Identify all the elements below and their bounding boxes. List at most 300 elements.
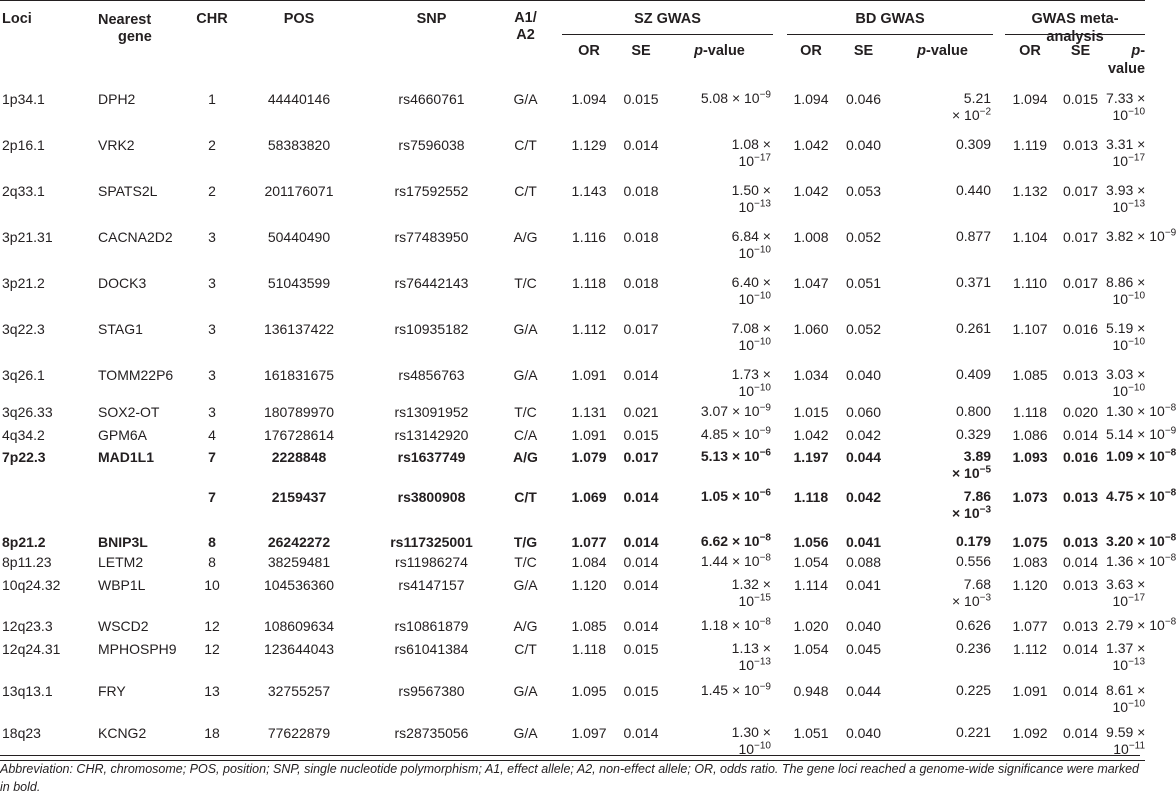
p-value-base: 10 — [738, 337, 755, 353]
cell-chr: 3 — [208, 404, 216, 420]
cell-bd-p-value — [892, 400, 993, 424]
cell-sz-p-value — [666, 636, 773, 678]
cell-m-se: 0.013 — [1063, 489, 1099, 505]
p-value-line1 — [1106, 136, 1145, 153]
cell-bd-or: 1.034 — [793, 367, 829, 383]
p-value-line1 — [1106, 640, 1145, 657]
cell-loci: 12q24.31 — [2, 641, 61, 657]
p-value-line1 — [1106, 227, 1176, 245]
cell-pos: 180789970 — [263, 404, 335, 420]
p-value-line1 — [666, 426, 771, 443]
cell-sz-se: 0.015 — [623, 683, 659, 699]
p-value-base: 10 — [1113, 741, 1129, 757]
cell-m-p-value — [1106, 216, 1176, 262]
p-value-base: 10 — [1112, 337, 1129, 353]
cell-gene: DPH2 — [98, 91, 136, 107]
cell-chr: 1 — [208, 91, 216, 107]
cell-m-se: 0.014 — [1063, 554, 1099, 570]
cell-loci: 8p11.23 — [2, 554, 52, 570]
p-value-line1 — [892, 553, 991, 570]
cell-bd-se: 0.088 — [845, 554, 882, 570]
p-value-base: 10 — [738, 741, 755, 757]
cell-loci: 2p16.1 — [2, 137, 45, 153]
cell-sz-or: 1.118 — [572, 275, 606, 291]
cell-bd-or: 0.948 — [793, 683, 829, 699]
cell-m-p-value — [1106, 170, 1145, 216]
p-value-line1 — [892, 640, 991, 657]
header-meta-p: p-value — [1107, 43, 1146, 77]
cell-bd-or: 1.118 — [793, 489, 829, 505]
cell-m-p-value — [1106, 308, 1145, 354]
p-value-line2 — [1106, 153, 1145, 170]
header-snp: SNP — [364, 1, 499, 79]
cell-sz-or: 1.077 — [571, 534, 607, 550]
p-value-mantissa: 0.261 — [955, 320, 992, 336]
cell-snp: rs76442143 — [394, 275, 469, 291]
cell-snp: rs4660761 — [398, 91, 465, 107]
p-value-exponent: −17 — [754, 152, 771, 164]
cell-m-or: 1.118 — [1013, 404, 1048, 420]
p-value-mantissa: 3.63 × — [1106, 576, 1146, 592]
cell-m-p-value — [1106, 262, 1145, 308]
cell-chr: 10 — [204, 577, 220, 593]
p-value-mantissa: 2.79 × 10 — [1106, 617, 1165, 633]
p-value-mantissa: 3.31 × — [1106, 136, 1146, 152]
p-value-base: × 10 — [951, 593, 980, 609]
table-row — [0, 678, 1145, 720]
cell-snp: rs4856763 — [398, 367, 465, 383]
p-value-line2 — [892, 593, 991, 610]
table-row — [0, 636, 1145, 678]
cell-sz-se: 0.015 — [623, 641, 659, 657]
cell-m-se: 0.013 — [1063, 367, 1099, 383]
cell-bd-se: 0.042 — [845, 489, 882, 505]
cell-bd-p-value — [892, 78, 993, 124]
table-row — [0, 572, 1145, 614]
p-value-base: 10 — [1112, 657, 1129, 673]
p-value-exponent: −10 — [754, 336, 771, 348]
header-pos: POS — [234, 1, 364, 79]
table-row — [0, 614, 1145, 636]
p-value-exponent: −8 — [759, 532, 771, 544]
cell-bd-or: 1.042 — [793, 183, 829, 199]
p-value-mantissa: 7.33 × — [1106, 90, 1146, 106]
cell-pos: 32755257 — [267, 683, 331, 699]
p-value-exponent: −17 — [1128, 152, 1146, 164]
cell-sz-or: 1.129 — [571, 137, 607, 153]
cell-loci: 3p21.31 — [2, 229, 53, 245]
table-body — [0, 78, 1176, 760]
p-value-mantissa: 5.08 × 10 — [700, 90, 760, 106]
p-value-exponent: −8 — [1164, 552, 1176, 564]
cell-gene: GPM6A — [98, 427, 148, 443]
cell-alleles: G/A — [513, 91, 538, 107]
p-value-mantissa: 4.85 × 10 — [700, 426, 760, 442]
cell-alleles: C/A — [513, 427, 538, 443]
cell-alleles: C/T — [514, 137, 537, 153]
cell-snp: rs13091952 — [394, 404, 469, 420]
p-value-exponent: −9 — [1164, 227, 1176, 239]
p-value-exponent: −17 — [1128, 592, 1146, 604]
header-sz-p-italic: p — [694, 43, 703, 59]
cell-sz-p-value — [666, 424, 773, 446]
p-value-exponent: −10 — [1128, 336, 1146, 348]
cell-m-se: 0.017 — [1063, 183, 1099, 199]
p-value-base: × 10 — [951, 505, 980, 521]
p-value-exponent: −10 — [1128, 382, 1146, 394]
p-value-exponent: −3 — [979, 592, 992, 604]
table-row — [0, 262, 1145, 308]
cell-bd-or: 1.114 — [794, 577, 828, 593]
cell-m-or: 1.085 — [1012, 367, 1048, 383]
header-meta-or: OR — [1019, 43, 1041, 59]
p-value-line1 — [666, 576, 771, 593]
cell-sz-se: 0.014 — [623, 577, 659, 593]
header-meta-se: SE — [1070, 43, 1091, 59]
table-row — [0, 446, 1145, 488]
header-chr: CHR — [190, 1, 234, 79]
cell-sz-p-value — [666, 614, 773, 636]
cell-m-or: 1.110 — [1013, 275, 1048, 291]
p-value-line1 — [892, 533, 991, 550]
p-value-base: 10 — [738, 291, 755, 307]
cell-snp: rs10861879 — [394, 618, 469, 634]
p-value-line2 — [1106, 199, 1145, 216]
p-value-line2 — [1106, 699, 1145, 716]
cell-gene: SOX2-OT — [98, 404, 160, 420]
p-value-line1 — [892, 403, 991, 420]
cell-bd-se: 0.044 — [845, 683, 882, 699]
p-value-line1 — [892, 448, 991, 465]
cell-sz-or: 1.143 — [571, 183, 607, 199]
p-value-exponent: −10 — [754, 382, 771, 394]
cell-gene: BNIP3L — [98, 534, 148, 550]
p-value-line2 — [666, 153, 771, 170]
cell-chr: 3 — [208, 229, 216, 245]
cell-m-se: 0.016 — [1063, 321, 1099, 337]
p-value-exponent: −15 — [754, 592, 771, 604]
p-value-line1 — [666, 403, 771, 420]
p-value-mantissa: 8.61 × — [1106, 682, 1146, 698]
p-value-exponent: −11 — [1128, 740, 1146, 752]
cell-m-p-value — [1106, 487, 1176, 530]
cell-m-p-value — [1106, 400, 1176, 424]
cell-sz-p-value — [666, 308, 773, 354]
cell-sz-or: 1.112 — [572, 321, 606, 337]
cell-sz-se: 0.014 — [623, 489, 659, 505]
p-value-line2 — [666, 337, 771, 354]
cell-sz-p-value — [666, 572, 773, 614]
cell-pos: 2228848 — [271, 449, 327, 465]
p-value-line1 — [666, 682, 771, 699]
p-value-mantissa: 5.13 × 10 — [700, 448, 760, 464]
p-value-base: 10 — [1112, 383, 1129, 399]
cell-chr: 4 — [208, 427, 216, 443]
p-value-line2 — [666, 383, 771, 400]
cell-snp: rs117325001 — [390, 534, 473, 550]
p-value-line2 — [666, 245, 771, 262]
p-value-mantissa: 5.21 — [963, 90, 992, 106]
cell-snp: rs11986274 — [395, 554, 468, 570]
cell-sz-or: 1.091 — [571, 367, 607, 383]
cell-gene: LETM2 — [98, 554, 144, 570]
p-value-exponent: −9 — [759, 402, 771, 414]
p-value-mantissa: 1.45 × 10 — [700, 682, 760, 698]
table-footnote: Abbreviation: CHR, chromosome; POS, position; SNP, single nucleotide polymorphism; A1, effect allele; A2, non-effect allele; OR, odds ratio. The gene loci reached a genome-wide significance were marked in bold. — [0, 755, 1140, 796]
cell-bd-p-value — [892, 720, 993, 760]
cell-m-se: 0.014 — [1063, 683, 1099, 699]
p-value-mantissa: 3.89 — [963, 448, 992, 464]
cell-loci: 4q34.2 — [2, 427, 45, 443]
cell-loci: 10q24.32 — [2, 577, 61, 593]
cell-m-or: 1.120 — [1012, 577, 1048, 593]
p-value-base: 10 — [738, 657, 755, 673]
p-value-base: 10 — [1112, 291, 1129, 307]
p-value-line2 — [1106, 593, 1145, 610]
cell-sz-se: 0.017 — [623, 321, 659, 337]
cell-m-se: 0.013 — [1063, 618, 1099, 634]
p-value-mantissa: 1.09 × 10 — [1106, 448, 1165, 464]
p-value-mantissa: 1.18 × 10 — [700, 617, 760, 633]
p-value-line1 — [1106, 616, 1176, 634]
p-value-line1 — [892, 724, 991, 741]
p-value-line2 — [892, 505, 991, 522]
cell-loci: 12q23.3 — [2, 618, 53, 634]
p-value-mantissa: 1.73 × — [731, 366, 771, 382]
cell-chr: 8 — [208, 554, 216, 570]
p-value-exponent: −6 — [759, 487, 771, 499]
cell-chr: 8 — [208, 534, 216, 550]
p-value-mantissa: 7.08 × — [731, 320, 771, 336]
cell-gene: FRY — [98, 683, 126, 699]
p-value-exponent: −10 — [754, 244, 771, 256]
p-value-line1 — [1106, 552, 1176, 570]
header-loci: Loci — [0, 1, 86, 79]
cell-sz-or: 1.079 — [571, 449, 607, 465]
cell-sz-p-value — [666, 530, 773, 552]
cell-gene: DOCK3 — [98, 275, 147, 291]
cell-bd-or: 1.197 — [793, 449, 829, 465]
cell-sz-se: 0.014 — [623, 618, 659, 634]
cell-sz-or: 1.084 — [571, 554, 607, 570]
cell-loci: 8p21.2 — [2, 534, 46, 550]
p-value-base: 10 — [738, 199, 755, 215]
cell-sz-p-value — [666, 488, 773, 530]
p-value-exponent: −10 — [754, 290, 771, 302]
cell-pos: 136137422 — [263, 321, 335, 337]
cell-bd-p-value — [892, 170, 993, 216]
table-row — [0, 216, 1145, 262]
cell-alleles: C/T — [514, 183, 537, 199]
p-value-line1 — [666, 533, 771, 550]
p-value-line1 — [892, 576, 991, 593]
cell-bd-se: 0.060 — [845, 404, 882, 420]
p-value-line1 — [1106, 182, 1145, 199]
cell-sz-p-value — [666, 124, 773, 170]
cell-bd-p-value — [892, 424, 993, 446]
cell-pos: 58383820 — [267, 137, 331, 153]
cell-m-p-value — [1106, 614, 1176, 636]
cell-bd-se: 0.046 — [845, 91, 882, 107]
cell-bd-se: 0.053 — [845, 183, 882, 199]
p-value-line1 — [892, 682, 991, 699]
cell-snp: rs10935182 — [394, 321, 469, 337]
cell-m-p-value — [1106, 446, 1176, 488]
p-value-mantissa: 1.05 × 10 — [700, 488, 760, 504]
table-row — [0, 124, 1145, 170]
cell-bd-se: 0.042 — [845, 427, 882, 443]
cell-chr: 7 — [208, 449, 216, 465]
p-value-base: 10 — [738, 593, 755, 609]
cell-bd-or: 1.042 — [793, 137, 829, 153]
cell-bd-p-value — [892, 530, 993, 552]
p-value-line1 — [666, 136, 771, 153]
cell-sz-se: 0.017 — [623, 449, 659, 465]
p-value-mantissa: 1.50 × — [731, 182, 771, 198]
cell-bd-p-value — [892, 552, 993, 572]
table-row — [0, 530, 1145, 552]
cell-pos: 26242272 — [267, 534, 331, 550]
p-value-mantissa: 0.309 — [955, 136, 992, 152]
cell-m-se: 0.014 — [1063, 641, 1099, 657]
cell-alleles: T/G — [513, 534, 538, 550]
cell-bd-or: 1.051 — [773, 720, 835, 760]
p-value-line2 — [1106, 337, 1145, 354]
p-value-exponent: −10 — [754, 740, 771, 752]
cell-m-or: 1.092 — [993, 720, 1055, 760]
cell-m-or: 1.132 — [1012, 183, 1048, 199]
cell-snp: rs28735056 — [364, 720, 499, 760]
p-value-line2 — [666, 657, 771, 674]
cell-bd-p-value — [892, 446, 993, 488]
cell-pos: 108609634 — [263, 618, 335, 634]
cell-chr: 3 — [208, 275, 216, 291]
cell-sz-se: 0.014 — [623, 137, 659, 153]
p-value-base: 10 — [1112, 107, 1129, 123]
table-row — [0, 720, 1145, 760]
cell-bd-or: 1.042 — [793, 427, 829, 443]
p-value-line1 — [1106, 576, 1145, 593]
p-value-line2 — [1106, 107, 1145, 124]
cell-pos: 50440490 — [267, 229, 331, 245]
cell-chr: 7 — [208, 489, 216, 505]
cell-bd-se: 0.052 — [845, 321, 882, 337]
p-value-line1 — [666, 182, 771, 199]
table-row — [0, 400, 1145, 424]
cell-sz-se: 0.014 — [623, 367, 659, 383]
p-value-mantissa: 0.371 — [955, 274, 992, 290]
cell-sz-se: 0.018 — [623, 229, 659, 245]
cell-m-p-value — [1106, 354, 1145, 400]
cell-loci: 7p22.3 — [2, 449, 46, 465]
cell-snp: rs77483950 — [394, 229, 469, 245]
cell-sz-or: 1.118 — [572, 641, 606, 657]
p-value-line1 — [666, 724, 771, 741]
p-value-line1 — [892, 136, 991, 153]
p-value-base: 10 — [1112, 199, 1129, 215]
header-sz-gwas: SZ GWAS — [552, 1, 773, 36]
cell-m-se: 0.014 — [1063, 427, 1099, 443]
p-value-mantissa: 6.40 × — [731, 274, 771, 290]
cell-alleles: G/A — [499, 720, 552, 760]
cell-m-p-value — [1106, 424, 1176, 446]
cell-bd-or: 1.015 — [793, 404, 829, 420]
p-value-mantissa: 3.20 × 10 — [1106, 533, 1165, 549]
p-value-line1 — [1106, 274, 1145, 291]
cell-sz-se: 0.021 — [623, 404, 659, 420]
cell-bd-or: 1.054 — [793, 554, 829, 570]
p-value-mantissa: 0.409 — [955, 366, 992, 382]
p-value-base: × 10 — [951, 107, 980, 123]
p-value-mantissa: 0.236 — [955, 640, 992, 656]
p-value-line1 — [666, 274, 771, 291]
cell-bd-or: 1.020 — [793, 618, 829, 634]
cell-sz-se: 0.014 — [623, 554, 659, 570]
p-value-mantissa: 0.179 — [955, 533, 992, 549]
table-row — [0, 78, 1145, 124]
cell-alleles: G/A — [513, 577, 538, 593]
cell-alleles: T/C — [514, 404, 537, 420]
cell-bd-p-value — [892, 308, 993, 354]
cell-m-se: 0.013 — [1063, 137, 1099, 153]
cell-chr: 12 — [204, 641, 220, 657]
header-meta-p-italic: p — [1131, 43, 1141, 59]
cell-m-or: 1.094 — [1012, 91, 1048, 107]
p-value-mantissa: 0.221 — [955, 724, 992, 740]
p-value-line1 — [1106, 402, 1176, 420]
header-alleles-line2: A2 — [516, 27, 535, 43]
cell-bd-se: 0.041 — [845, 577, 882, 593]
cell-chr: 18 — [190, 720, 234, 760]
p-value-line1 — [1106, 320, 1145, 337]
cell-gene: TOMM22P6 — [98, 367, 174, 383]
cell-m-or: 1.107 — [1012, 321, 1048, 337]
cell-m-p-value — [1106, 678, 1145, 720]
cell-pos: 176728614 — [263, 427, 335, 443]
cell-m-p-value — [1106, 572, 1145, 614]
p-value-exponent: −8 — [1164, 616, 1176, 628]
p-value-line1 — [1106, 366, 1145, 383]
p-value-exponent: −5 — [979, 464, 992, 476]
header-bd-gwas: BD GWAS — [773, 1, 993, 36]
p-value-mantissa: 0.800 — [955, 403, 992, 419]
cell-m-p-value — [1106, 552, 1176, 572]
cell-alleles: T/C — [514, 275, 537, 291]
p-value-mantissa: 7.86 — [963, 488, 992, 504]
p-value-base: 10 — [1112, 699, 1129, 715]
header-nearest-gene: Nearest gene — [86, 1, 190, 79]
header-bd-or: OR — [800, 43, 822, 59]
cell-loci: 18q23 — [0, 720, 86, 760]
cell-sz-se: 0.014 — [623, 534, 659, 550]
cell-m-p-value — [1106, 636, 1145, 678]
cell-m-p-value — [1106, 78, 1145, 124]
cell-snp: rs9567380 — [398, 683, 465, 699]
p-value-line1 — [892, 617, 991, 634]
cell-bd-or: 1.056 — [793, 534, 829, 550]
p-value-mantissa: 0.329 — [955, 426, 992, 442]
p-value-mantissa: 5.14 × 10 — [1106, 426, 1165, 442]
cell-bd-se: 0.044 — [845, 449, 882, 465]
p-value-line1 — [666, 553, 771, 570]
p-value-exponent: −3 — [979, 504, 992, 516]
cell-snp: rs7596038 — [398, 137, 465, 153]
cell-m-p-value — [1106, 124, 1145, 170]
cell-sz-p-value — [666, 354, 773, 400]
cell-loci — [0, 488, 86, 530]
cell-gene: CACNA2D2 — [98, 229, 173, 245]
p-value-line1 — [1106, 682, 1145, 699]
